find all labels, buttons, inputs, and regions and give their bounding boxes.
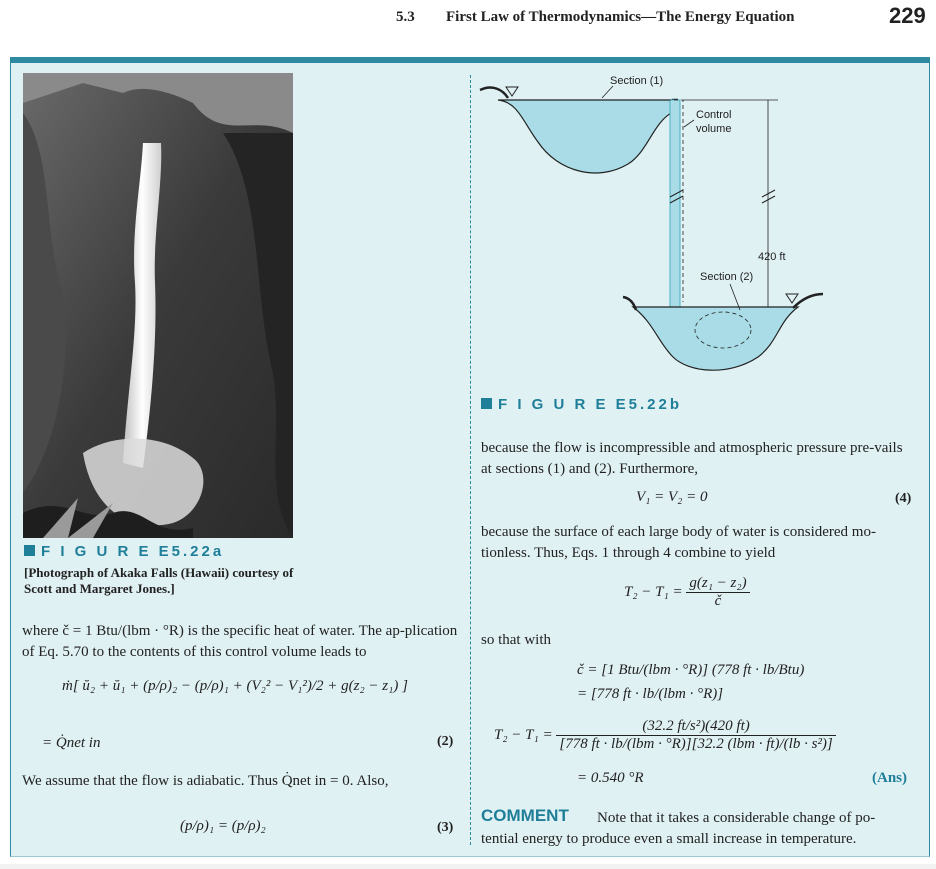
caption-square-icon (24, 545, 35, 556)
column-divider (470, 75, 471, 845)
page-number: 229 (889, 3, 926, 28)
comment-line-2: tential energy to produce even a small increase in temperature. (481, 831, 857, 847)
equation-7: T₂ − T₁ = $\frac{\text{(32.2 ft/s²)(420 ft)}}{\text{[778 ft · lb/(lbm · °R)][32.2 (lbm · ft)/(lb · s²)]}}$ (494, 718, 836, 753)
waterfall-diagram (478, 72, 828, 392)
figure-a-credit: [Photograph of Akaka Falls (Hawaii) courtesy of Scott and Margaret Jones.] (24, 565, 294, 596)
equation-2-number: (2) (437, 734, 454, 749)
figure-a-caption: F I G U R E E5.22a (24, 543, 224, 560)
control-label: Control (696, 109, 732, 121)
figure-b-caption: F I G U R E E5.22b (481, 396, 682, 413)
page-bottom-strip (0, 864, 936, 869)
left-paragraph-1: where č = 1 Btu/(lbm · °R) is the specific heat of water. The ap-plication of Eq. 5.70 to the contents of this control volume leads to (22, 623, 458, 660)
left-paragraph-2: We assume that the flow is adiabatic. Thus Q̇net in = 0. Also, (22, 773, 389, 789)
right-paragraph-1: because the flow is incompressible and atmospheric pressure pre-vails at sections (1) and (2). Furthermore, (481, 440, 903, 477)
right-paragraph-2: because the surface of each large body of water is considered mo-tionless. Thus, Eqs. 1 through 4 combine to yield (481, 524, 876, 561)
height-label: 420 ft (758, 251, 786, 263)
equation-7-result: = 0.540 °R (577, 770, 644, 786)
section-1-label: Section (1) (610, 75, 664, 87)
section-number: 5.3 (396, 9, 415, 25)
equation-6-line-1: č = [1 Btu/(lbm · °R)] (778 ft · lb/Btu) (577, 662, 805, 678)
equation-3-number: (3) (437, 820, 454, 835)
equation-4-number: (4) (895, 491, 912, 506)
caption-square-icon (481, 398, 492, 409)
section-title: First Law of Thermodynamics—The Energy Equation (446, 9, 795, 25)
equation-2-lhs: ṁ[ ŭ₂ + ŭ₁ + (p/ρ)₂ − (p/ρ)₁ + (V₂² − V₁²)/2 + g(z₂ − z₁) ] (62, 678, 408, 694)
page-header (0, 0, 936, 44)
equation-2-rhs: = Q̇net in (42, 735, 101, 751)
equation-4: V₁ = V₂ = 0 (636, 489, 708, 505)
answer-label: (Ans) (872, 770, 908, 786)
volume-label: volume (696, 123, 732, 135)
right-paragraph-3: so that with (481, 632, 551, 648)
equation-5: T₂ − T₁ = $\frac{\text{g(z₁ − z₂)}}{č}$ (624, 575, 750, 610)
equation-6-line-2: = [778 ft · lb/(lbm · °R)] (577, 686, 724, 702)
waterfall-photo (23, 73, 293, 538)
section-2-label: Section (2) (700, 271, 754, 283)
comment-line-1: Note that it takes a considerable change of po- (597, 810, 876, 826)
comment-heading: COMMENT (481, 806, 569, 825)
equation-3: (p/ρ)₁ = (p/ρ)₂ (180, 818, 266, 834)
